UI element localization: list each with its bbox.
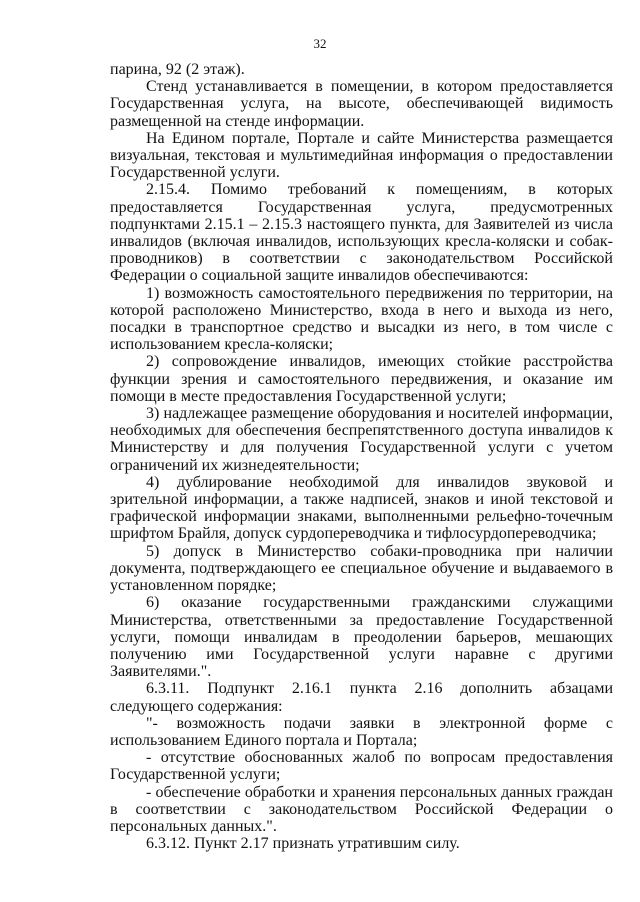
page-number: 32 — [313, 36, 327, 51]
list-item: - отсутствие обоснованных жалоб по вопросам предоставления Государственной услуги; — [110, 749, 613, 784]
list-item: 4) дублирование необходимой для инвалидов звуковой и зрительной информации, а также надписей, знаков и иной текстовой и графической информации знаками, выполненными рельефно-точечным шрифтом Брайля, допуск сурдопереводчика и тифлосурдопереводчика; — [110, 473, 613, 543]
list-item: 6) оказание государственными гражданскими служащими Министерства, ответственными за предоставление Государственной услуги, помощи инвалидам в преодолении барьеров, мешающих получению ими Государственной услуги наравне с другими Заявителями.". — [110, 594, 613, 681]
paragraph: парина, 92 (2 этаж). — [110, 61, 245, 78]
paragraph: Стенд устанавливается в помещении, в котором предоставляется Государственная услуга, на высоте, обеспечивающей видимость размещенной на стенде информации. — [110, 78, 613, 130]
paragraph: На Едином портале, Портале и сайте Министерства размещается визуальная, текстовая и мультимедийная информация о предоставлении Государственной услуги. — [110, 129, 613, 182]
list-item: 1) возможность самостоятельного передвижения по территории, на которой расположено Министерство, входа в него и выхода из него, посадки в транспортное средство и высадки из него, в том числе с использованием кресла-коляски; — [110, 284, 613, 354]
paragraph: 2.15.4. Помимо требований к помещениям, в которых предоставляется Государственная услуга, предусмотренных подпунктами 2.15.1 – 2.15.3 настоящего пункта, для Заявителей из числа инвалидов (включая инвалидов, использующих кресла-коляски и собак-проводников) в соответствии с законодательством Российской Федерации о социальной защите инвалидов обеспечиваются: — [110, 181, 613, 285]
list-item: - обеспечение обработки и хранения персональных данных граждан в соответствии с законодательством Российской Федерации о персональных данных.". — [110, 783, 613, 835]
paragraph: 6.3.12. Пункт 2.17 признать утратившим силу. — [146, 835, 460, 853]
list-item: "- возможность подачи заявки в электронной форме с использованием Единого портала и Портала; — [110, 714, 613, 749]
paragraph: 6.3.11. Подпункт 2.16.1 пункта 2.16 дополнить абзацами следующего содержания: — [110, 680, 613, 715]
list-item: 3) надлежащее размещение оборудования и носителей информации, необходимых для обеспечения беспрепятственного доступа инвалидов к Министерству и для получения Государственной услуги с учетом ограничений их жизнедеятельности; — [110, 405, 613, 474]
document-body — [110, 61, 613, 852]
list-item: 5) допуск в Министерство собаки-проводника при наличии документа, подтверждающего ее специальное обучение и выдаваемого в установленном порядке; — [110, 542, 613, 595]
list-item: 2) сопровождение инвалидов, имеющих стойкие расстройства функции зрения и самостоятельного передвижения, и оказание им помощи в месте предоставления Государственной услуги; — [110, 353, 613, 405]
